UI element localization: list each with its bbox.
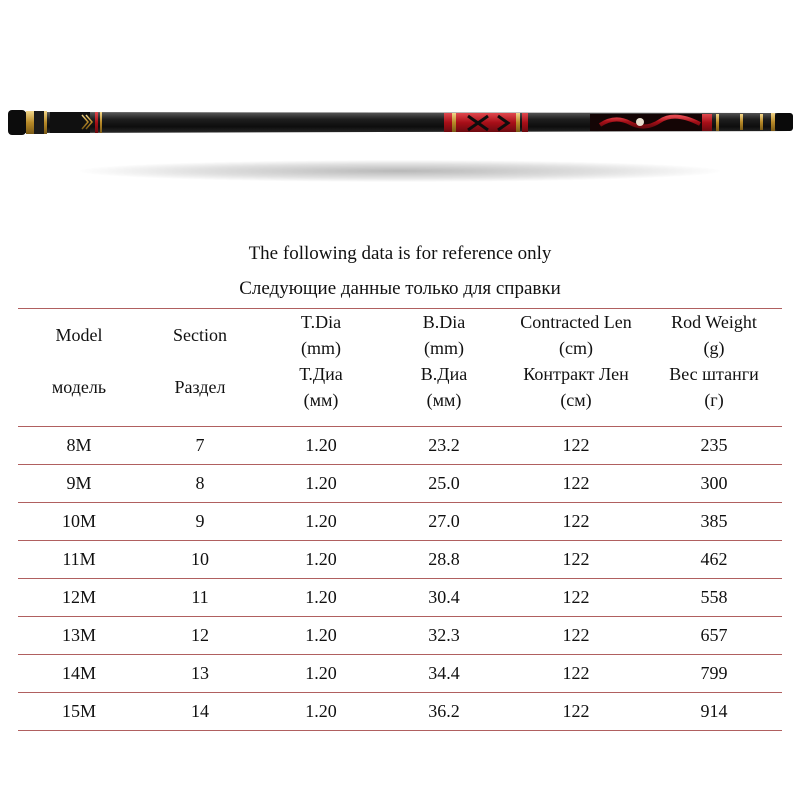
header-tip-diameter: T.Dia (mm) Т.Диа (мм) [299,312,343,410]
cell-butt-diameter: 36.2 [428,701,460,721]
cell-contracted-length: 122 [562,511,590,531]
cell-contracted-length: 122 [562,587,590,607]
cell-butt-diameter: 23.2 [428,435,460,455]
cell-section: 13 [191,663,209,683]
table-row [18,655,782,693]
table-row [18,503,782,541]
cell-model: 15M [61,701,96,721]
cell-section: 11 [191,587,209,607]
product-image [0,0,800,200]
cell-section: 10 [191,549,209,569]
header-rod-weight: Rod Weight (g) Вес штанги (г) [669,312,759,410]
table-row [18,541,782,579]
cell-butt-diameter: 32.3 [428,625,460,645]
cell-tip-diameter: 1.20 [305,587,337,607]
cell-tip-diameter: 1.20 [305,435,337,455]
header-model: Model модель [51,325,107,397]
cell-butt-diameter: 28.8 [428,549,460,569]
cell-tip-diameter: 1.20 [305,663,337,683]
fishing-rod-image [0,95,800,145]
cell-tip-diameter: 1.20 [305,511,337,531]
cell-contracted-length: 122 [562,663,590,683]
table-row [18,427,782,465]
cell-rod-weight: 462 [700,549,728,569]
cell-rod-weight: 300 [700,473,728,493]
header-butt-diameter: B.Dia (mm) В.Диа (мм) [420,312,468,410]
cell-rod-weight: 914 [700,701,728,721]
cell-model: 10M [61,511,96,531]
specification-table [18,308,782,731]
cell-model: 9M [66,473,92,493]
cell-butt-diameter: 27.0 [428,511,460,531]
cell-contracted-length: 122 [562,435,590,455]
header-contracted-length: Contracted Len (cm) Контракт Лен (см) [520,312,632,410]
cell-tip-diameter: 1.20 [305,701,337,721]
cell-model: 14M [61,663,96,683]
table-header-row [18,309,782,427]
table-row [18,693,782,731]
cell-model: 11M [62,549,96,569]
cell-rod-weight: 657 [700,625,728,645]
rod-shadow [80,160,720,182]
cell-rod-weight: 235 [700,435,728,455]
cell-butt-diameter: 25.0 [428,473,460,493]
cell-contracted-length: 122 [562,473,590,493]
cell-rod-weight: 385 [700,511,728,531]
cell-section: 9 [195,511,205,531]
cell-tip-diameter: 1.20 [305,625,337,645]
cell-tip-diameter: 1.20 [305,473,337,493]
cell-model: 13M [61,625,96,645]
cell-model: 12M [61,587,96,607]
cell-rod-weight: 558 [700,587,728,607]
cell-tip-diameter: 1.20 [305,549,337,569]
cell-rod-weight: 799 [700,663,728,683]
table-row [18,465,782,503]
cell-butt-diameter: 34.4 [428,663,460,683]
table-row [18,579,782,617]
cell-section: 14 [191,701,209,721]
table-row [18,617,782,655]
header-section: Section Раздел [173,325,227,397]
reference-note-english: The following data is for reference only [248,243,552,264]
cell-section: 8 [195,473,205,493]
cell-butt-diameter: 30.4 [428,587,460,607]
cell-contracted-length: 122 [562,701,590,721]
cell-contracted-length: 122 [562,625,590,645]
cell-contracted-length: 122 [562,549,590,569]
cell-section: 7 [195,435,205,455]
cell-model: 8M [66,435,92,455]
reference-note-russian: Следующие данные только для справки [239,278,561,299]
cell-section: 12 [191,625,209,645]
